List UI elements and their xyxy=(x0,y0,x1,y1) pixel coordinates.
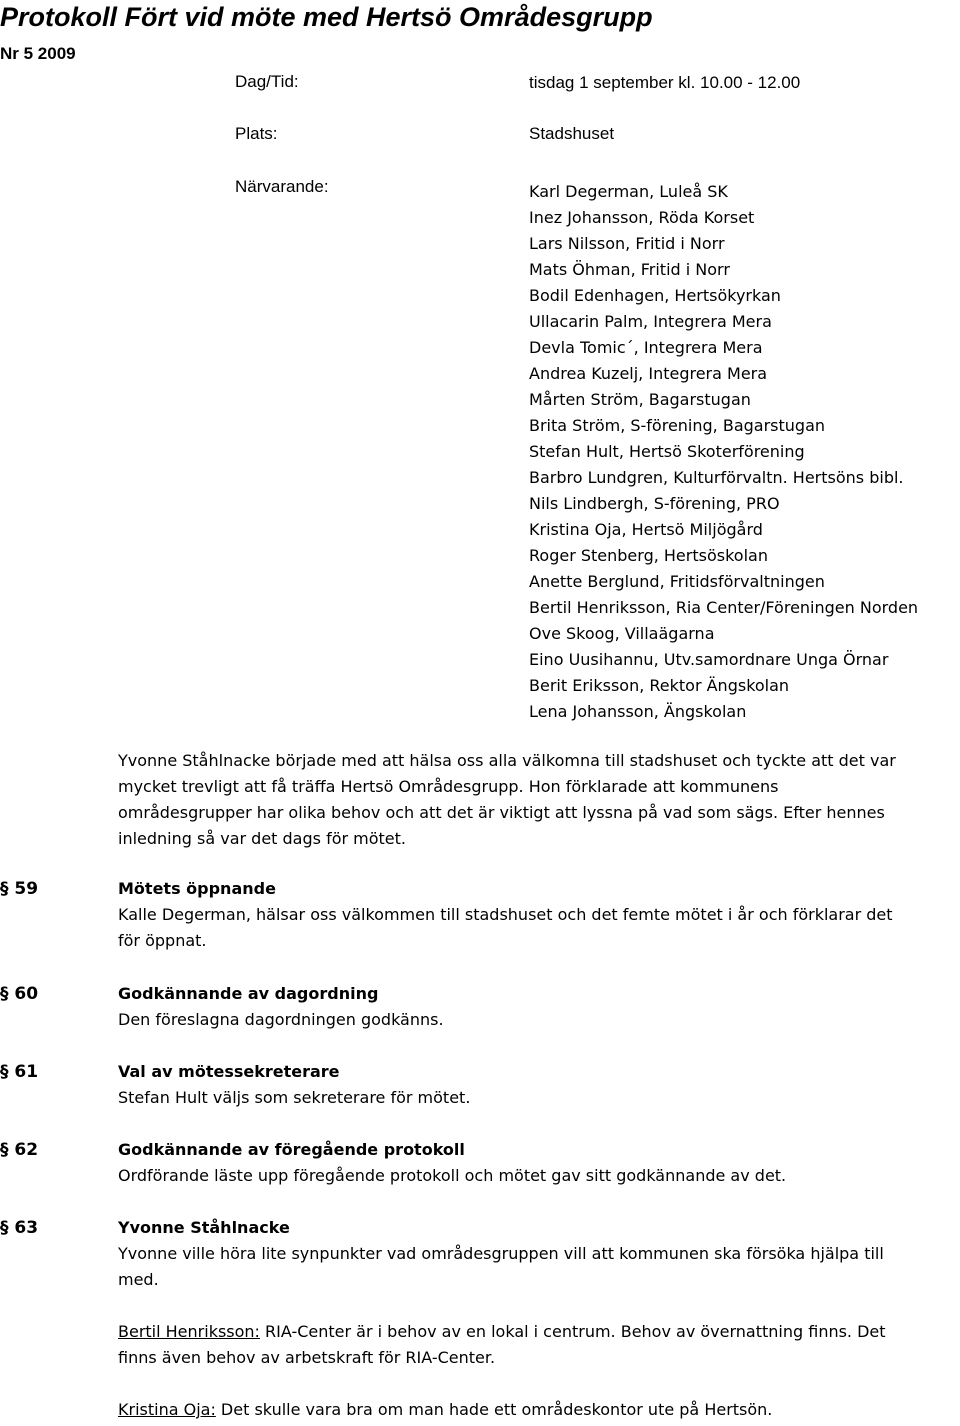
document-title: Protokoll Fört vid möte med Hertsö Områdesgrupp xyxy=(0,2,653,32)
place-value: Stadshuset xyxy=(529,124,615,143)
section-text: Yvonne ville höra lite synpunkter vad områdesgruppen vill att kommunen ska försöka hjälpa till xyxy=(118,1244,884,1263)
remark-text: RIA-Center är i behov av en lokal i centrum. Behov av övernattning finns. Det xyxy=(259,1322,886,1341)
attendee-item: Barbro Lundgren, Kulturförvaltn. Hertsöns bibl. xyxy=(529,468,904,487)
attendee-item: Bertil Henriksson, Ria Center/Föreningen Norden xyxy=(529,598,919,617)
attendee-item: Mårten Ström, Bagarstugan xyxy=(529,390,751,409)
intro-line: Yvonne Ståhlnacke började med att hälsa oss alla välkomna till stadshuset och tyckte att det var xyxy=(118,751,896,770)
remark-text: Det skulle vara bra om man hade ett områdeskontor ute på Hertsön. xyxy=(215,1400,773,1419)
attendee-item: Ove Skoog, Villaägarna xyxy=(529,624,715,643)
section-text: Kalle Degerman, hälsar oss välkommen till stadshuset och det femte mötet i år och förklarar det xyxy=(118,905,893,924)
attendee-item: Anette Berglund, Fritidsförvaltningen xyxy=(529,572,825,591)
attendee-item: Kristina Oja, Hertsö Miljögård xyxy=(529,520,763,539)
section-text: för öppnat. xyxy=(118,931,207,950)
section-text: Stefan Hult väljs som sekreterare för mötet. xyxy=(118,1088,471,1107)
document-number: Nr 5 2009 xyxy=(0,44,76,63)
section-text: med. xyxy=(118,1270,159,1289)
attendees-label: Närvarande: xyxy=(235,177,329,196)
speaker-name: Bertil Henriksson: xyxy=(118,1322,260,1341)
intro-line: områdesgrupper har olika behov och att det är viktigt att lyssna på vad som sägs. Efter hennes xyxy=(118,803,885,822)
attendee-item: Inez Johansson, Röda Korset xyxy=(529,208,755,227)
datetime-value: tisdag 1 september kl. 10.00 - 12.00 xyxy=(529,73,801,92)
attendee-item: Nils Lindbergh, S-förening, PRO xyxy=(529,494,780,513)
section-heading: Val av mötessekreterare xyxy=(118,1062,340,1081)
attendee-item: Bodil Edenhagen, Hertsökyrkan xyxy=(529,286,781,305)
attendee-item: Roger Stenberg, Hertsöskolan xyxy=(529,546,768,565)
section-number: § 60 xyxy=(0,984,39,1004)
speaker-name: Kristina Oja: xyxy=(118,1400,216,1419)
attendee-item: Berit Eriksson, Rektor Ängskolan xyxy=(529,676,790,695)
datetime-label: Dag/Tid: xyxy=(235,72,299,91)
section-text: Ordförande läste upp föregående protokoll och mötet gav sitt godkännande av det. xyxy=(118,1166,787,1185)
section-heading: Godkännande av dagordning xyxy=(118,984,379,1003)
section-number: § 63 xyxy=(0,1218,39,1238)
attendee-item: Andrea Kuzelj, Integrera Mera xyxy=(529,364,768,383)
section-number: § 62 xyxy=(0,1140,39,1160)
intro-line: mycket trevligt att få träffa Hertsö Områdesgrupp. Hon förklarade att kommunens xyxy=(118,777,779,796)
attendee-item: Stefan Hult, Hertsö Skoterförening xyxy=(529,442,805,461)
remark-line xyxy=(118,1400,772,1419)
section-heading: Yvonne Ståhlnacke xyxy=(118,1218,290,1237)
section-heading: Godkännande av föregående protokoll xyxy=(118,1140,465,1159)
intro-line: inledning så var det dags för mötet. xyxy=(118,829,406,848)
attendee-item: Lars Nilsson, Fritid i Norr xyxy=(529,234,725,253)
attendee-list xyxy=(529,179,918,725)
attendee-item: Karl Degerman, Luleå SK xyxy=(529,182,728,201)
attendee-item: Mats Öhman, Fritid i Norr xyxy=(529,260,730,279)
section-heading: Mötets öppnande xyxy=(118,879,276,898)
section-number: § 59 xyxy=(0,879,39,899)
remark-line: finns även behov av arbetskraft för RIA-Center. xyxy=(118,1348,496,1367)
attendee-item: Brita Ström, S-förening, Bagarstugan xyxy=(529,416,826,435)
attendee-item: Devla Tomic´, Integrera Mera xyxy=(529,338,763,357)
attendee-item: Lena Johansson, Ängskolan xyxy=(529,702,747,721)
section-text: Den föreslagna dagordningen godkänns. xyxy=(118,1010,444,1029)
section-number: § 61 xyxy=(0,1062,39,1082)
remark-line xyxy=(118,1322,886,1341)
attendee-item: Ullacarin Palm, Integrera Mera xyxy=(529,312,772,331)
attendee-item: Eino Uusihannu, Utv.samordnare Unga Örnar xyxy=(529,650,889,669)
place-label: Plats: xyxy=(235,124,278,143)
